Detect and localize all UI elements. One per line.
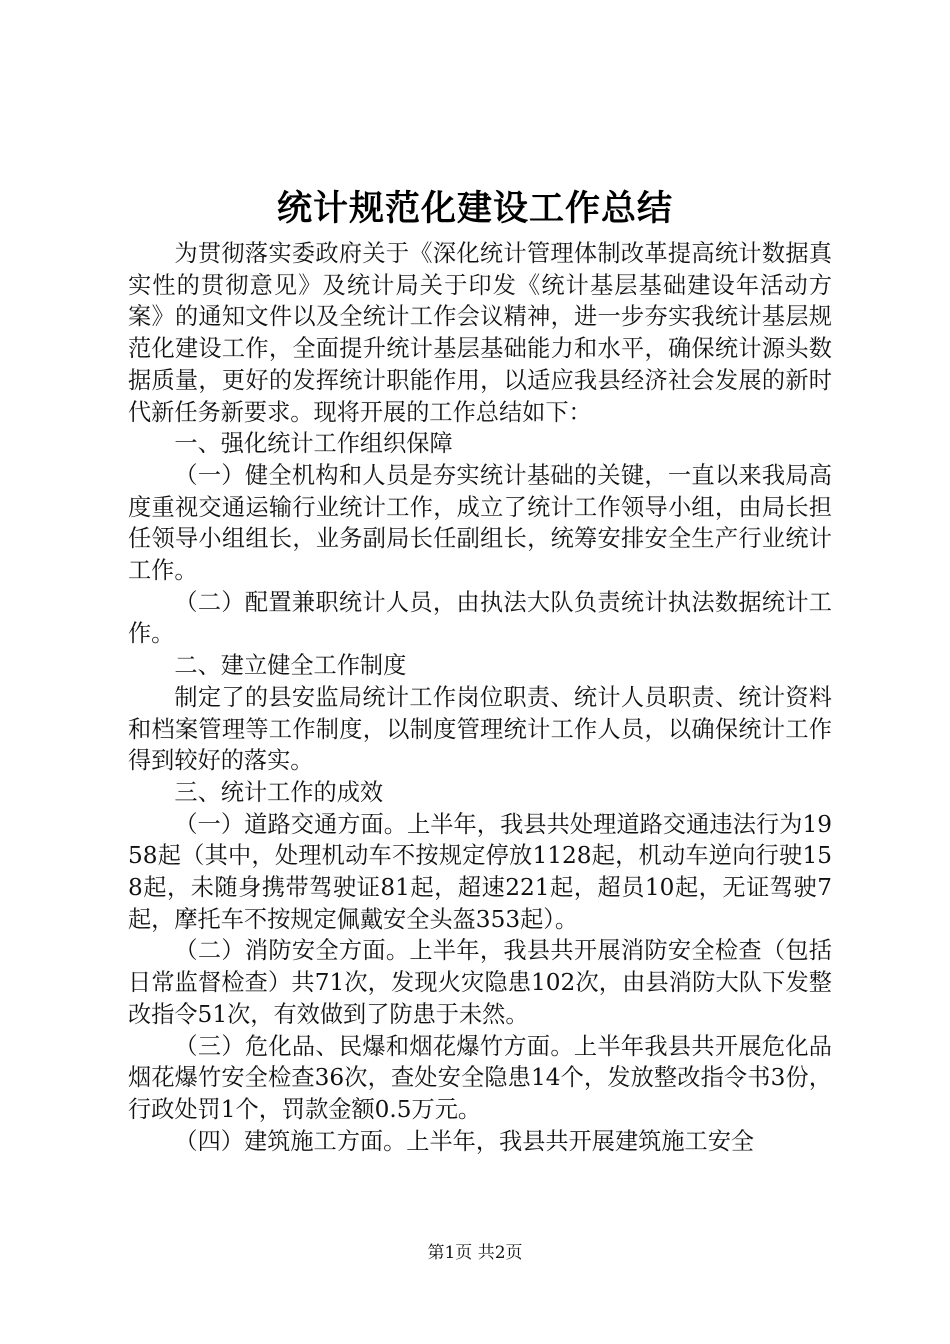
body-paragraph: （三）危化品、民爆和烟花爆竹方面。上半年我县共开展危化品烟花爆竹安全检查36次，查处安全隐患14个，发放整改指令书3份，行政处罚1个，罚款金额0.5万元。 [128,1032,832,1123]
document-title: 统计规范化建设工作总结 [276,189,673,229]
page-number: 第1页 共2页 [427,1243,523,1263]
document-body [128,238,832,1157]
section-heading-2: 二、建立健全工作制度 [174,652,407,680]
body-paragraph: （一）道路交通方面。上半年，我县共处理道路交通违法行为1958起（其中，处理机动车不按规定停放1128起，机动车逆向行驶158起，未随身携带驾驶证81起，超速221起，超员10起，无证驾驶7起，摩托车不按规定佩戴安全头盔353起）。 [128,810,832,933]
body-paragraph: 制定了的县安监局统计工作岗位职责、统计人员职责、统计资料和档案管理等工作制度，以制度管理统计工作人员，以确保统计工作得到较好的落实。 [128,683,832,775]
body-paragraph: （一）健全机构和人员是夯实统计基础的关键，一直以来我局高度重视交通运输行业统计工作，成立了统计工作领导小组，由局长担任领导小组组长，业务副局长任副组长，统筹安排安全生产行业统计工作。 [128,461,832,585]
body-paragraph: （四）建筑施工方面。上半年，我县共开展建筑施工安全 [174,1127,755,1155]
intro-paragraph: 为贯彻落实委政府关于《深化统计管理体制改革提高统计数据真实性的贯彻意见》及统计局关于印发《统计基层基础建设年活动方案》的通知文件以及全统计工作会议精神，进一步夯实我统计基层规范化建设工作，全面提升统计基层基础能力和水平，确保统计源头数据质量，更好的发挥统计职能作用，以适应我县经济社会发展的新时代新任务新要求。现将开展的工作总结如下： [128,240,832,426]
section-heading-1: 一、强化统计工作组织保障 [174,430,453,458]
body-paragraph: （二）消防安全方面。上半年，我县共开展消防安全检查（包括日常监督检查）共71次，发现火灾隐患102次，由县消防大队下发整改指令51次，有效做到了防患于未然。 [128,937,832,1028]
section-heading-3: 三、统计工作的成效 [174,778,384,806]
body-paragraph: （二）配置兼职统计人员，由执法大队负责统计执法数据统计工作。 [128,588,832,648]
